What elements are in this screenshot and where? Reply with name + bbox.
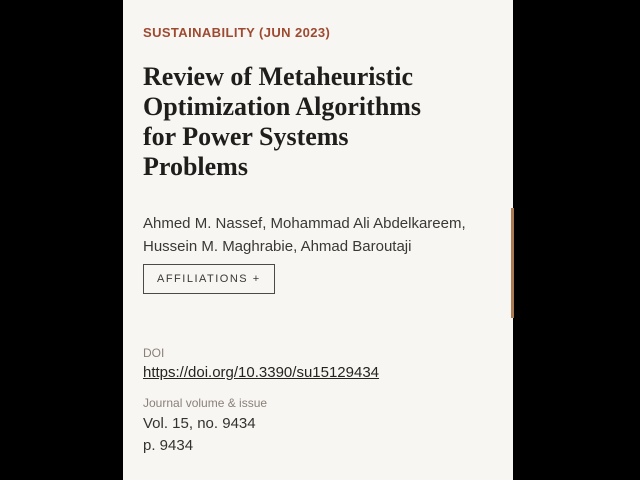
journal-volume-value: Vol. 15, no. 9434 <box>143 415 256 432</box>
author-line: Ahmed M. Nassef, Mohammad Ali Abdelkareem, <box>143 215 466 232</box>
journal-pages-value: p. 9434 <box>143 437 194 454</box>
right-letterbox <box>513 0 640 480</box>
title-line: Review of Metaheuristic <box>143 62 414 91</box>
title-line: Problems <box>143 152 248 181</box>
doi-link[interactable]: https://doi.org/10.3390/su15129434 <box>143 364 380 381</box>
affiliations-button[interactable]: AFFILIATIONS + <box>143 264 275 294</box>
title-line: Optimization Algorithms <box>143 92 422 121</box>
author-line: Hussein M. Maghrabie, Ahmad Baroutaji <box>143 238 412 255</box>
affiliations-row <box>143 264 493 294</box>
title-line: for Power Systems <box>143 122 349 151</box>
journal-volume-issue-label: Journal volume & issue <box>143 396 268 410</box>
left-letterbox <box>0 0 123 480</box>
doi-label: DOI <box>143 346 165 360</box>
author-list <box>143 212 493 258</box>
article-title <box>143 62 493 182</box>
article-card <box>123 0 513 480</box>
journal-name-link[interactable]: SUSTAINABILITY (JUN 2023) <box>143 25 331 40</box>
orange-edge-strip <box>511 208 514 318</box>
